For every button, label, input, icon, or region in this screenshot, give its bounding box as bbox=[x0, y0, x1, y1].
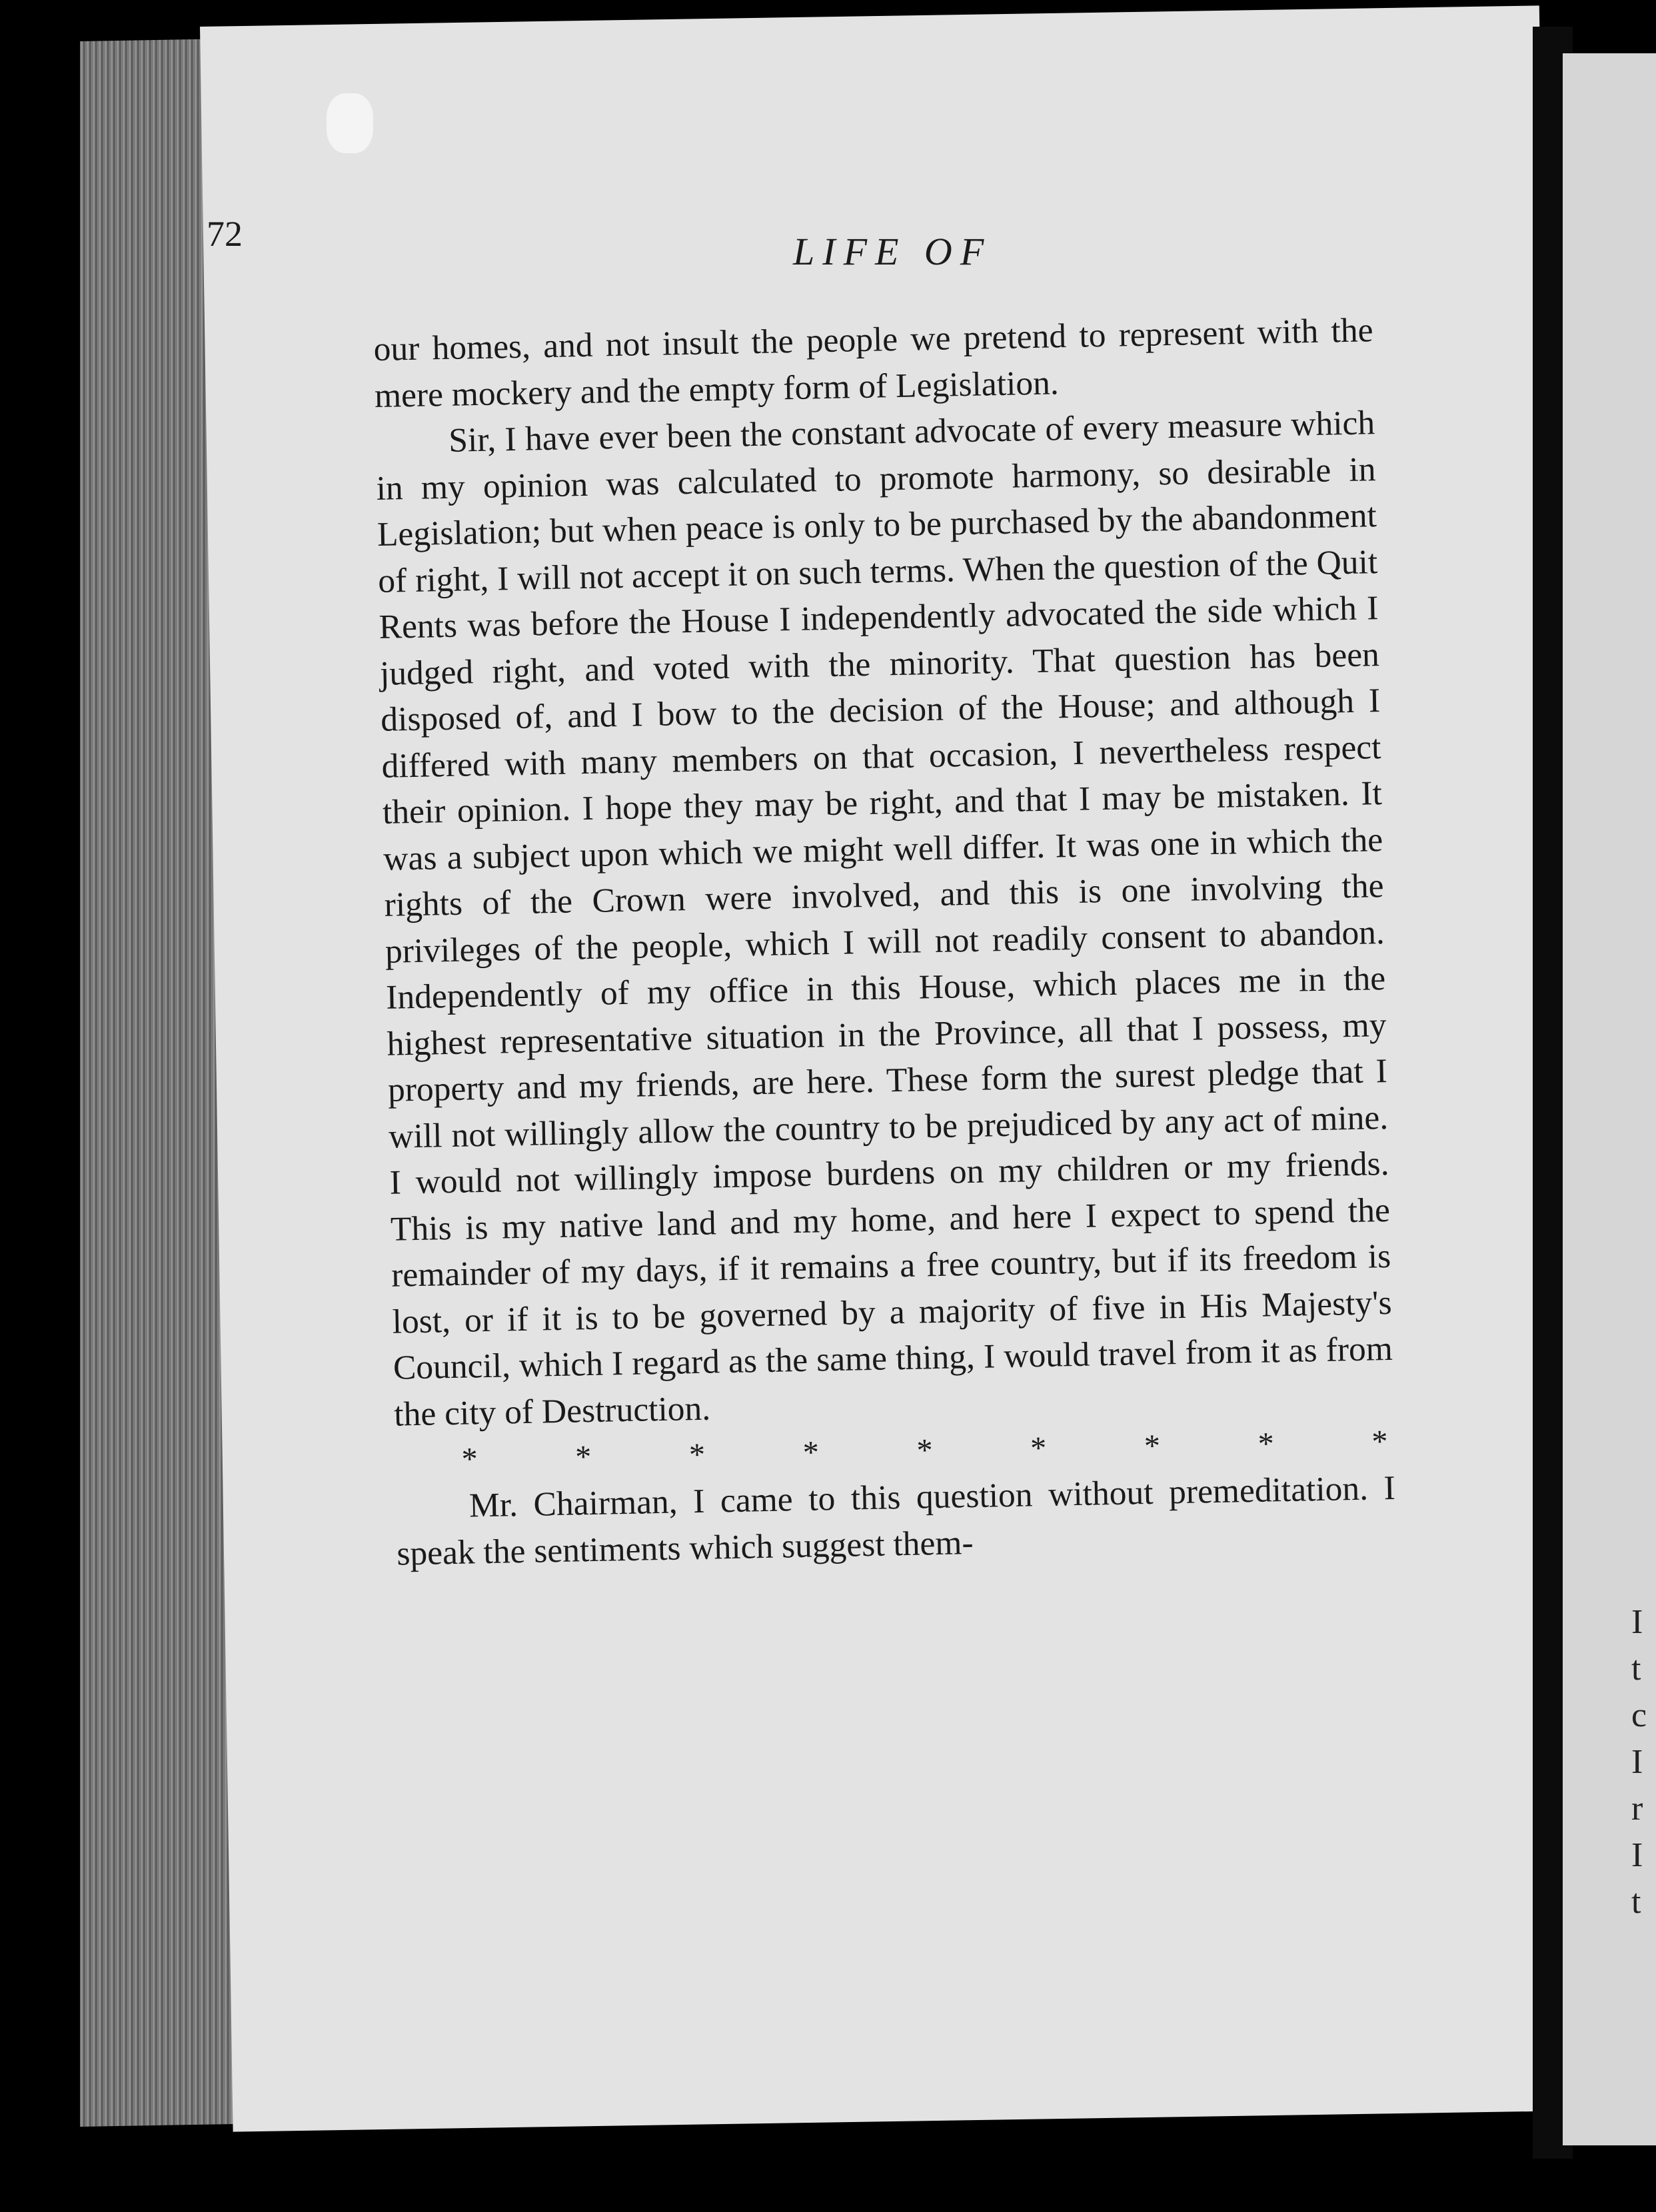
paper-stain bbox=[327, 93, 373, 153]
page-number: 72 bbox=[207, 214, 243, 254]
separator-star: * bbox=[688, 1436, 706, 1473]
paragraph-chairman: Mr. Chairman, I came to this question without premeditation. I speak the sentiments which suggest them- bbox=[396, 1468, 1396, 1573]
separator-star: * bbox=[916, 1432, 934, 1468]
separator-star: * bbox=[1030, 1430, 1047, 1466]
paragraph-continuation: our homes, and not insult the people we pretend to represent with the mere mockery and the empty form of Legislation. bbox=[373, 311, 1373, 415]
paragraph-speech: Sir, I have ever been the constant advocate of every measure which in my opinion was calculated to promote harmony, so desirable in Legislation; but when peace is only to be purchased by the abandonment of right, I will not accept it on such terms. When the question of the Quit Rents was before the House I independently advocated the side which I judged right, and voted with the minority. That question has been disposed of, and I bow to the decision of the House; and although I differed with many members on that occasion, I nevertheless respect their opinion. I hope they may be right, and that I may be mistaken. It was a subject upon which we might well differ. It was one in which the rights of the Crown were involved, and this is one involving the privileges of the people, which I will not readily consent to abandon. Independently of my office in this House, which places me in the highest representative situation in the Province, all that I possess, my property and my friends, are here. These form the surest pledge that I will not willingly allow the country to be prejudiced by any act of mine. I would not willingly impose burdens on my children or my friends. This is my native land and my home, and here I expect to spend the remainder of my days, if it remains a free country, but if its freedom is lost, or if it is to be governed by a majority of five in His Majesty's Council, which I regard as the same thing, I would travel from it as from the city of Destruction. bbox=[376, 404, 1393, 1434]
separator-star: * bbox=[574, 1439, 592, 1475]
facing-page-letters: I t c I r I t bbox=[1631, 1603, 1647, 1921]
separator-star: * bbox=[1257, 1426, 1275, 1462]
separator-star: * bbox=[1371, 1424, 1388, 1460]
body-text bbox=[373, 307, 1397, 1576]
separator-star: * bbox=[1144, 1428, 1161, 1464]
running-head-title: LIFE OF bbox=[793, 230, 992, 273]
separator-star: * bbox=[461, 1441, 478, 1477]
separator-star: * bbox=[802, 1434, 820, 1470]
